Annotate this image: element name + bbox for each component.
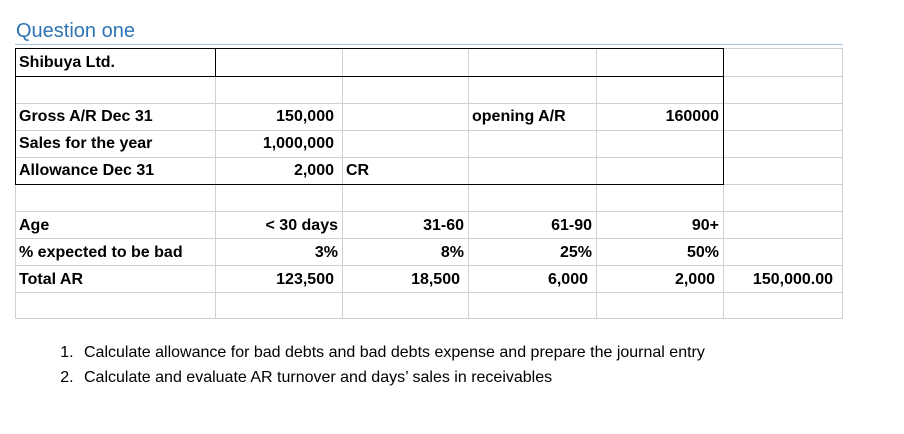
bucket-total: 18,500 [411,271,460,288]
age-label: Age [19,217,50,234]
allowance-value: 2,000 [293,162,334,179]
bucket-age: 90+ [691,217,719,234]
task-item: 1. Calculate allowance for bad debts and bad debts expense and prepare the journal entry [78,340,705,365]
cell-border [215,48,216,77]
bucket-total: 2,000 [674,271,715,288]
grid-line [15,211,843,212]
grid-line [15,238,843,239]
grid-line [842,48,843,318]
gross-ar-value: 150,000 [276,108,334,125]
cell-border [15,48,16,185]
opening-ar-value: 160000 [665,108,719,125]
bucket-pct: 50% [686,244,719,261]
heading-underline [15,44,843,45]
opening-ar-label: opening A/R [472,108,566,125]
bucket-age: < 30 days [265,217,338,234]
total-label: Total AR [19,271,83,288]
cell-border [15,184,724,185]
grid-line [15,103,843,104]
allowance-label: Allowance Dec 31 [19,162,155,179]
grid-line [15,292,843,293]
bucket-pct: 3% [314,244,338,261]
sales-label: Sales for the year [19,135,153,152]
cell-border [15,48,724,49]
sales-value: 1,000,000 [262,135,334,152]
cell-border [723,48,724,185]
bucket-age: 61-90 [551,217,592,234]
task-item: 2. Calculate and evaluate AR turnover and days’ sales in receivables [78,365,705,390]
grid-line [15,318,843,319]
bucket-pct: 25% [559,244,592,261]
company-name: Shibuya Ltd. [19,54,115,71]
question-heading: Question one [16,20,135,42]
bucket-total: 123,500 [276,271,334,288]
grid-line [15,265,843,266]
bucket-total: 6,000 [547,271,588,288]
grid-line [15,157,843,158]
pct-label: % expected to be bad [19,244,183,261]
allowance-suffix: CR [346,162,370,179]
cell-border [15,76,724,77]
grand-total: 150,000.00 [752,271,833,288]
grid-line [15,130,843,131]
bucket-pct: 8% [440,244,464,261]
gross-ar-label: Gross A/R Dec 31 [19,108,153,125]
bucket-age: 31-60 [423,217,464,234]
task-list [48,340,705,390]
